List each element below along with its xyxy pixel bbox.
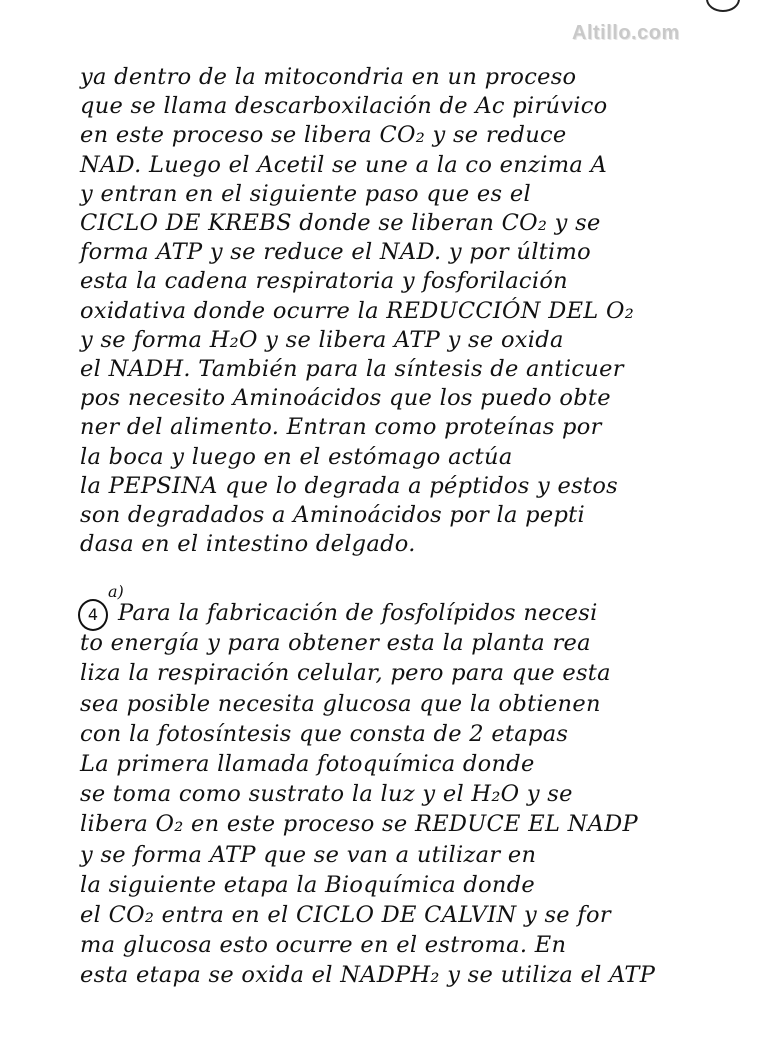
handwritten-line: to energía y para obtener esta la planta rea	[80, 630, 591, 657]
handwritten-line: y se forma H₂O y se libera ATP y se oxida	[80, 326, 564, 353]
handwritten-line: La primera llamada fotoquímica donde	[80, 751, 535, 777]
handwritten-line: NAD. Luego el Acetil se une a la co enzima A	[80, 151, 608, 178]
handwritten-line: ma glucosa esto ocurre en el estroma. En	[80, 932, 567, 959]
handwritten-line: con la fotosíntesis que consta de 2 etapas	[80, 720, 569, 747]
handwritten-line: dasa en el intestino delgado.	[80, 531, 416, 558]
handwritten-line: libera O₂ en este proceso se REDUCE EL NADP	[80, 811, 638, 838]
handwritten-line: y se forma ATP que se van a utilizar en	[80, 841, 537, 868]
handwritten-line: son degradados a Aminoácidos por la pepti	[80, 502, 586, 528]
handwritten-line: CICLO DE KREBS donde se liberan CO₂ y se	[80, 210, 601, 236]
handwritten-line: esta la cadena respiratoria y fosforilación	[80, 268, 568, 295]
handwritten-line: la boca y luego en el estómago actúa	[80, 443, 513, 470]
handwritten-line: ner del alimento. Entran como proteínas por	[80, 414, 602, 441]
handwritten-line: forma ATP y se reduce el NAD. y por último	[80, 239, 592, 266]
handwritten-line: el NADH. También para la síntesis de anticuer	[80, 356, 624, 382]
handwritten-line: sea posible necesita glucosa que la obtienen	[80, 690, 601, 717]
handwritten-line: la siguiente etapa la Bioquímica donde	[80, 871, 536, 898]
handwritten-line: que se llama descarboxilación de Ac pirúvico	[80, 93, 608, 120]
handwritten-line: se toma como sustrato la luz y el H₂O y se	[80, 781, 573, 808]
handwritten-line: el CO₂ entra en el CICLO DE CALVIN y se for	[80, 902, 611, 928]
handwritten-line: la PEPSINA que lo degrada a péptidos y estos	[80, 472, 619, 499]
handwritten-line: Para la fabricación de fosfolípidos necesi	[118, 600, 598, 626]
question-number: 4	[78, 599, 108, 631]
corner-circle-mark	[706, 0, 740, 12]
handwritten-line: esta etapa se oxida el NADPH₂ y se utiliza el ATP	[80, 962, 656, 989]
handwritten-line: ya dentro de la mitocondria en un proceso	[80, 64, 577, 90]
handwritten-line: y entran en el siguiente paso que es el	[80, 180, 531, 207]
handwritten-line: oxidativa donde ocurre la REDUCCIÓN DEL O₂	[80, 297, 635, 324]
handwritten-line: pos necesito Aminoácidos que los puedo obte	[80, 385, 611, 412]
watermark: Altillo.com	[572, 22, 680, 44]
handwritten-line: liza la respiración celular, pero para que esta	[80, 660, 611, 687]
handwritten-line: en este proceso se libera CO₂ y se reduce	[80, 122, 567, 149]
question-letter: a)	[108, 582, 124, 601]
